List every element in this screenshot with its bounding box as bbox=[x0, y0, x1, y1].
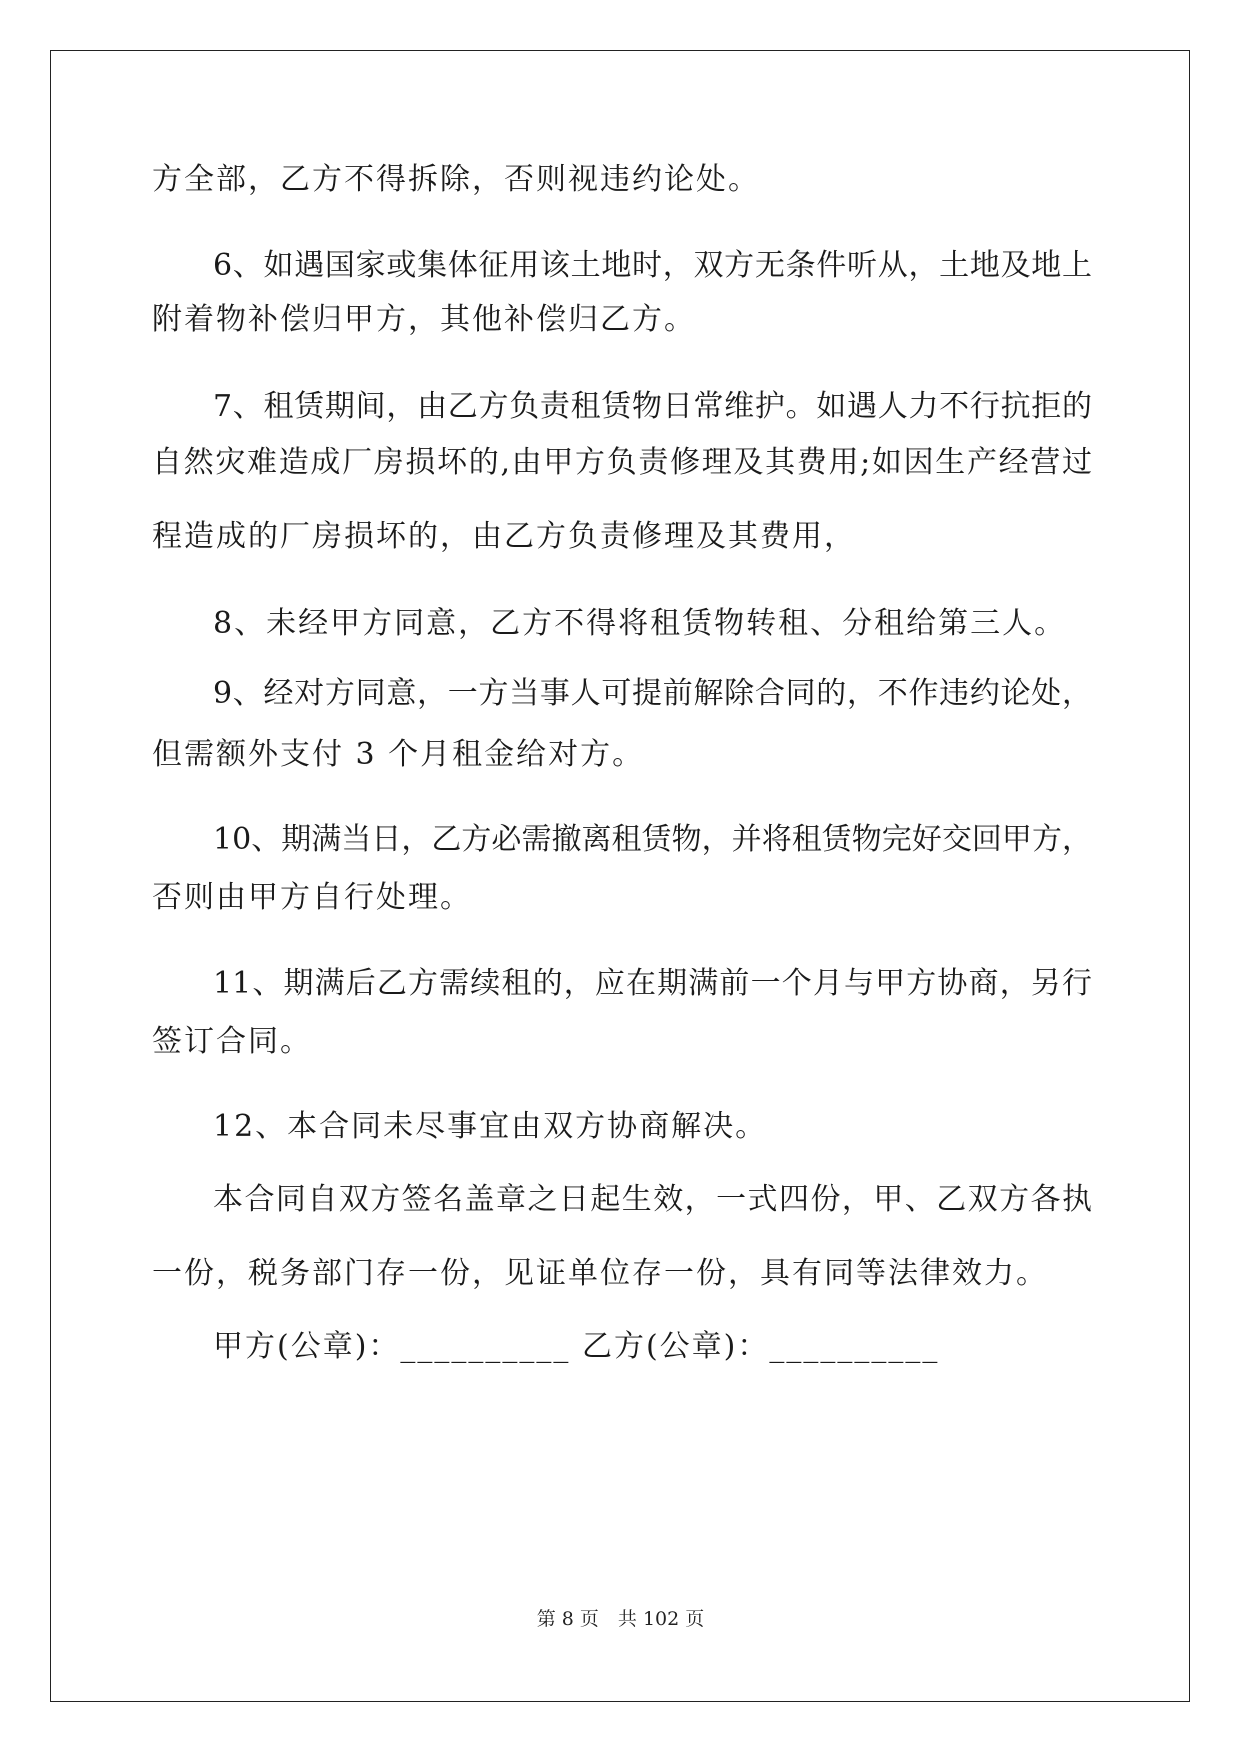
clause-11-line: 11、期满后乙方需续租的，应在期满前一个月与甲方协商，另行 bbox=[213, 966, 1092, 1001]
clause-10-line: 10、期满当日，乙方必需撤离租赁物，并将租赁物完好交回甲方， bbox=[213, 822, 1092, 857]
clause-12-line: 12、本合同未尽事宜由双方协商解决。 bbox=[213, 1109, 768, 1144]
clause-7-line: 7、租赁期间，由乙方负责租赁物日常维护。如遇人力不行抗拒的 bbox=[213, 389, 1092, 424]
page-number-footer: 第 8 页 共 102 页 bbox=[536, 1608, 705, 1630]
text-line: 签订合同。 bbox=[152, 1024, 312, 1059]
signature-line: 甲方(公章)：__________ 乙方(公章)：__________ bbox=[213, 1329, 940, 1364]
text-line: 但需额外支付 3 个月租金给对方。 bbox=[152, 737, 645, 772]
text-line: 自然灾难造成厂房损坏的,由甲方负责修理及其费用;如因生产经营过 bbox=[152, 445, 1092, 480]
text-line: 方全部，乙方不得拆除，否则视违约论处。 bbox=[152, 162, 760, 197]
text-line: 附着物补偿归甲方，其他补偿归乙方。 bbox=[152, 302, 696, 337]
text-line: 程造成的厂房损坏的，由乙方负责修理及其费用， bbox=[152, 519, 856, 554]
effective-clause-line: 本合同自双方签名盖章之日起生效，一式四份，甲、乙双方各执 bbox=[213, 1182, 1092, 1217]
clause-6-line: 6、如遇国家或集体征用该土地时，双方无条件听从，土地及地上 bbox=[213, 248, 1092, 283]
text-line: 否则由甲方自行处理。 bbox=[152, 880, 472, 915]
clause-8-line: 8、未经甲方同意，乙方不得将租赁物转租、分租给第三人。 bbox=[213, 606, 1067, 641]
text-line: 一份，税务部门存一份，见证单位存一份，具有同等法律效力。 bbox=[152, 1256, 1048, 1291]
page-frame bbox=[50, 50, 1190, 1702]
clause-9-line: 9、经对方同意，一方当事人可提前解除合同的，不作违约论处， bbox=[213, 676, 1092, 711]
